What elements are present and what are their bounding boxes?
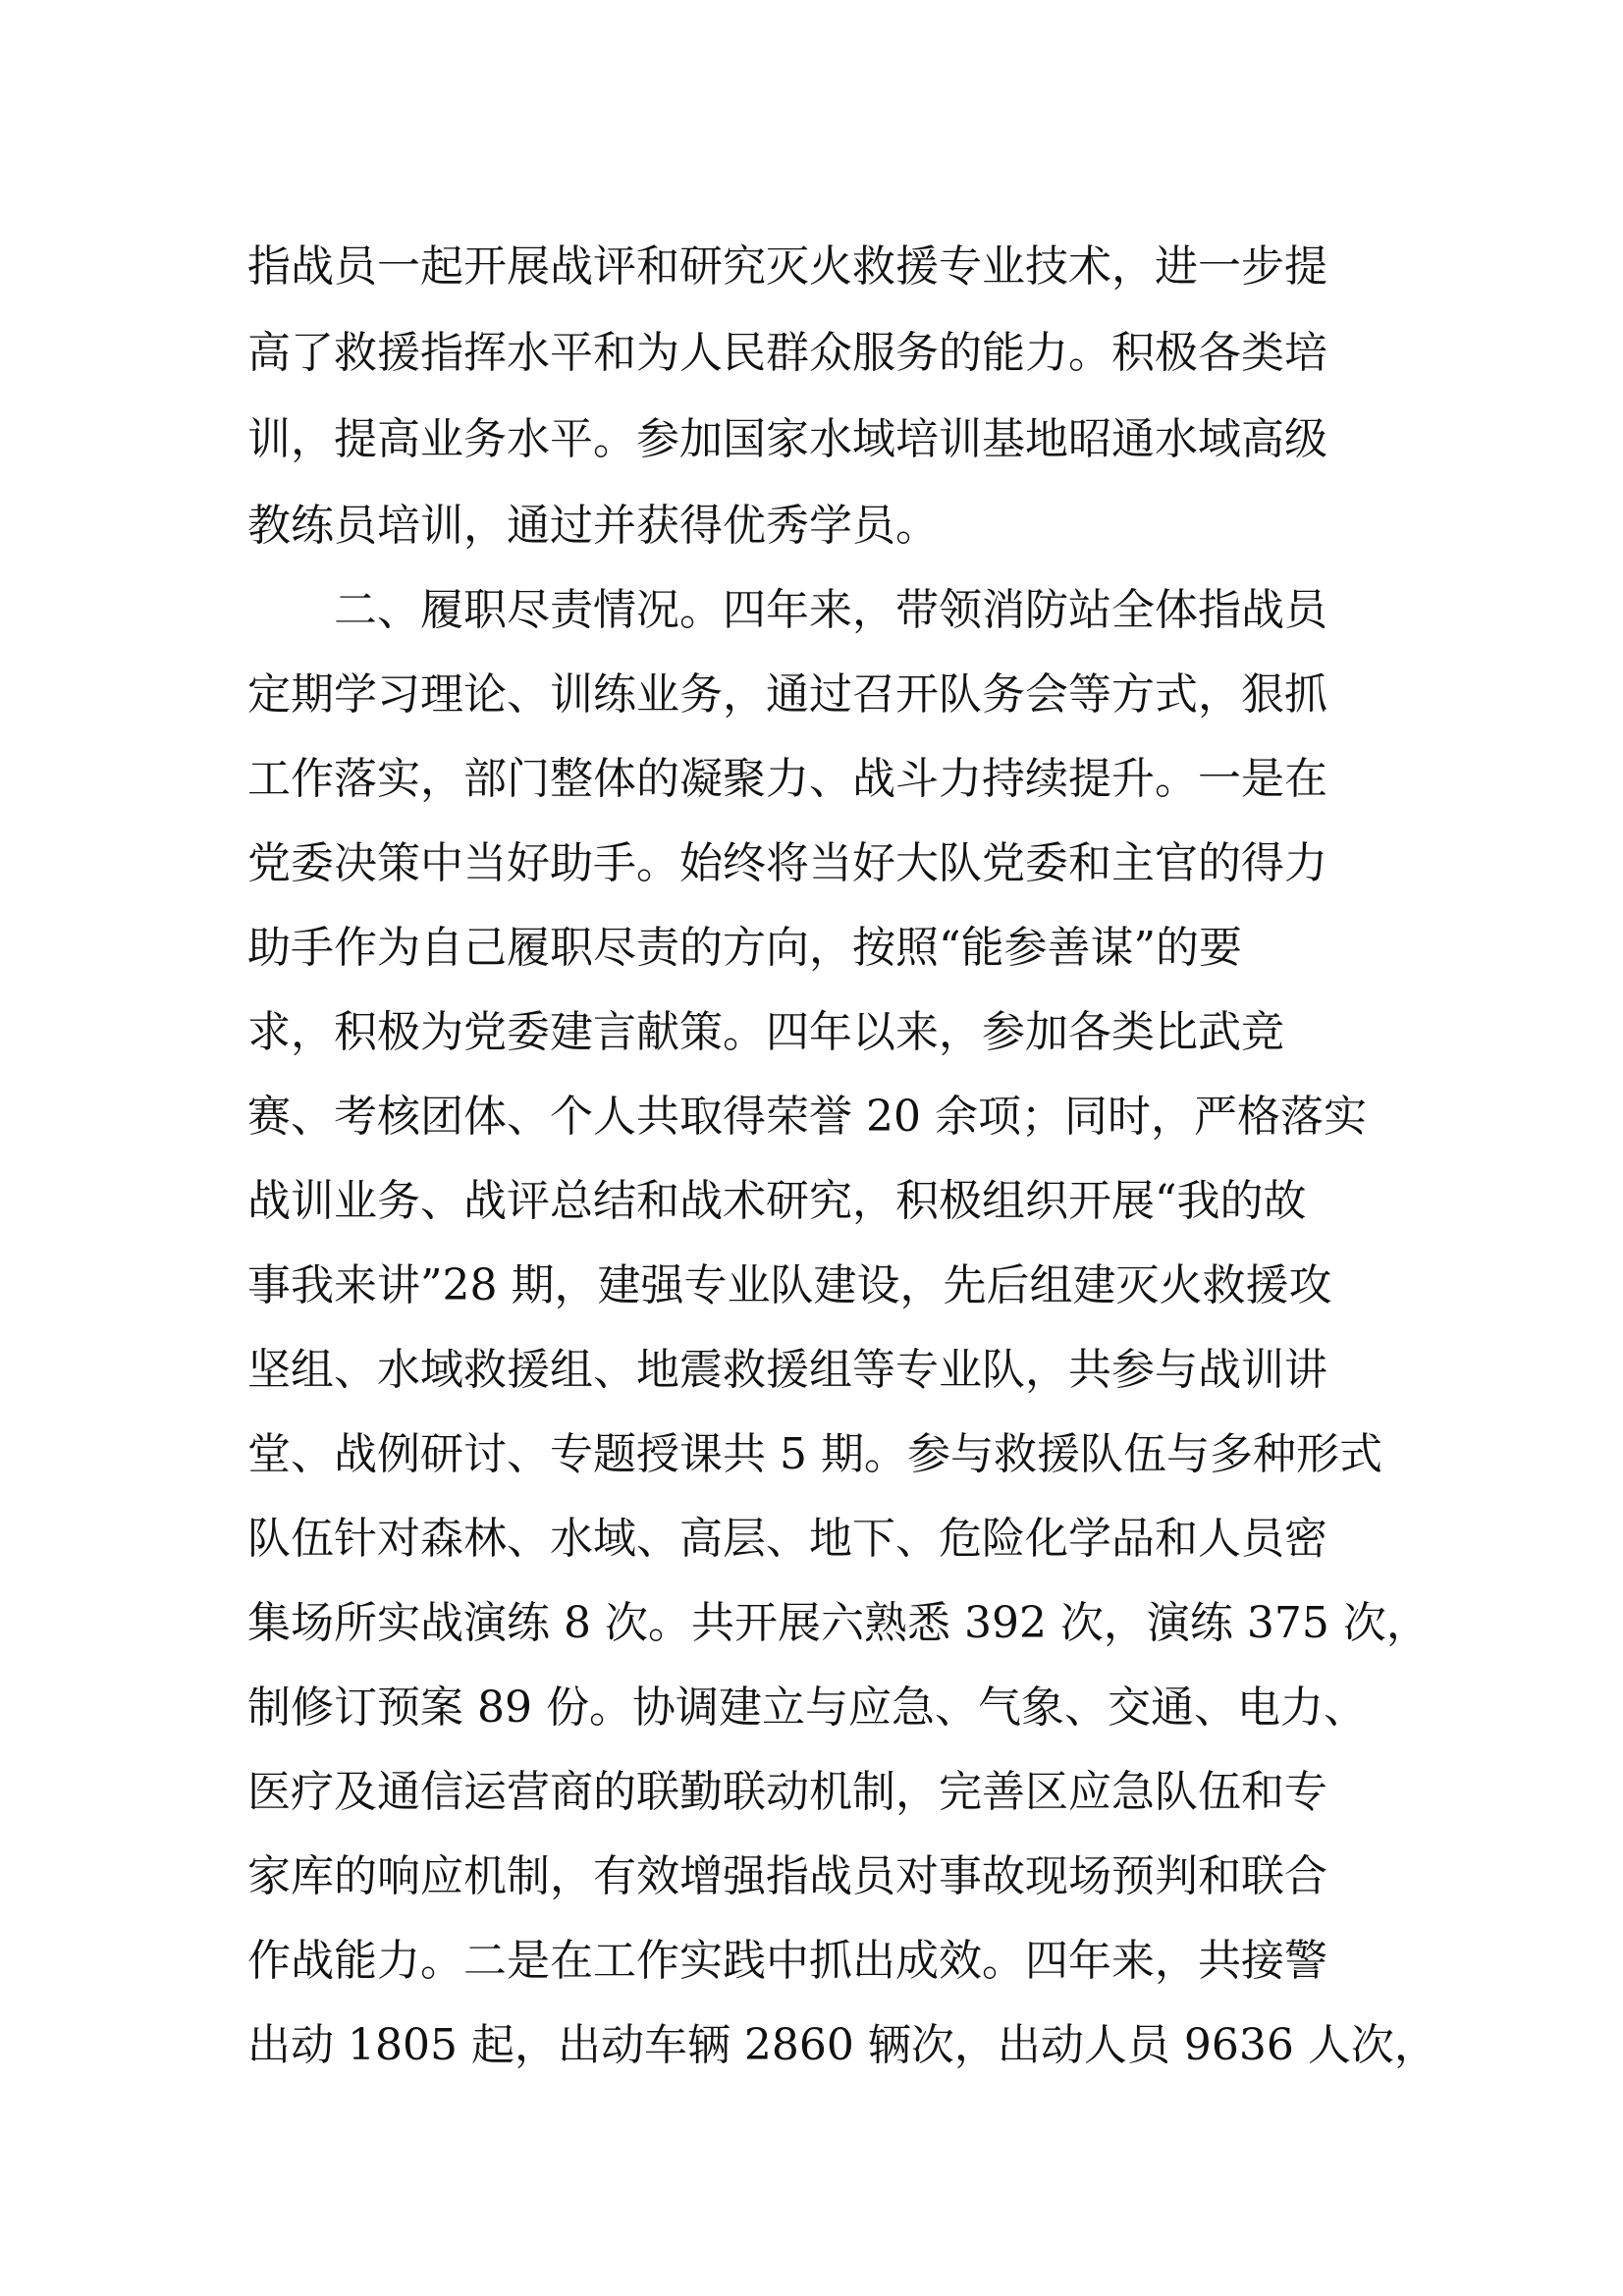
text-line: 高了救援指挥水平和为人民群众服务的能力。积极各类培 (247, 328, 1327, 378)
text-line: 出动 1805 起，出动车辆 2860 辆次，出动人员 9636 人次， (247, 2020, 1437, 2070)
text-line: 助手作为自己履职尽责的方向，按照“能参善谋”的要 (247, 923, 1242, 973)
text-line: 求，积极为党委建言献策。四年以来，参加各类比武竞 (247, 1007, 1284, 1057)
text-line: 定期学习理论、训练业务，通过召开队务会等方式，狠抓 (247, 669, 1327, 720)
text-line: 堂、战例研讨、专题授课共 5 期。参与救援队伍与多种形式 (247, 1429, 1382, 1479)
text-line: 家库的响应机制，有效增强指战员对事故现场预判和联合 (247, 1851, 1327, 1901)
text-line: 指战员一起开展战评和研究灭火救援专业技术，进一步提 (247, 241, 1327, 292)
text-line: 赛、考核团体、个人共取得荣誉 20 余项；同时，严格落实 (247, 1092, 1367, 1142)
text-line: 坚组、水域救援组、地震救援组等专业队，共参与战训讲 (247, 1345, 1327, 1395)
text-line: 教练员培训，通过并获得优秀学员。 (247, 501, 939, 551)
text-line: 队伍针对森林、水域、高层、地下、危险化学品和人员密 (247, 1514, 1327, 1564)
text-line: 战训业务、战评总结和战术研究，积极组织开展“我的故 (247, 1176, 1307, 1226)
text-line: 党委决策中当好助手。始终将当好大队党委和主官的得力 (247, 838, 1327, 888)
text-line: 作战能力。二是在工作实践中抓出成效。四年来，共接警 (247, 1936, 1327, 1986)
text-line: 制修订预案 89 份。协调建立与应急、气象、交通、电力、 (247, 1682, 1367, 1733)
section-heading-line: 二、履职尽责情况。四年来，带领消防站全体指战员 (334, 585, 1327, 635)
text-line: 训，提高业务水平。参加国家水域培训基地昭通水域高级 (247, 414, 1327, 464)
text-line: 医疗及通信运营商的联勤联动机制，完善区应急队伍和专 (247, 1767, 1327, 1817)
text-line: 事我来讲”28 期，建强专业队建设，先后组建灭火救援攻 (247, 1260, 1332, 1310)
text-line: 工作落实，部门整体的凝聚力、战斗力持续提升。一是在 (247, 754, 1327, 804)
text-line: 集场所实战演练 8 次。共开展六熟悉 392 次，演练 375 次， (247, 1598, 1430, 1648)
